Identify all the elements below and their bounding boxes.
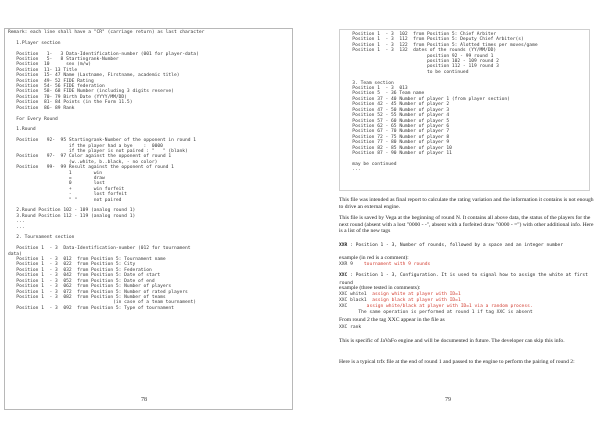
paragraph-trfx-example: Here is a typical trfx file at the end of round 1 and passed to the engine to perform the pairing of round 2: — [339, 359, 575, 365]
xxc-description: : Position 1 - 3, Configuration. It is used to signal how to assign the white at first round — [339, 273, 588, 286]
left-code-line: = draw — [8, 175, 105, 181]
left-code-line: data) — [8, 251, 22, 257]
xxr-tag-line — [339, 242, 563, 250]
left-code-line: Position 10 sex (m/w) — [8, 62, 91, 68]
left-code-line: - lost forfeit — [8, 192, 127, 198]
left-code-line: 3.Round Position 112 - 119 (analog round 1) — [8, 213, 136, 219]
xxc-example-2-comment: assign black at player with ID=1 — [366, 298, 461, 303]
xxc-example-3-comment: assign white/black at player with ID=1 via a random process. — [347, 304, 533, 309]
right-code-line: Position 1 - 3 122 from Position 5: Alotted times per moves/game — [344, 42, 538, 48]
right-code-line: 3. Team section — [344, 80, 394, 86]
right-code-line: Position 42 - 45 Number of player 2 — [344, 102, 450, 108]
right-code-line: Position 67 - 70 Number of player 7 — [344, 129, 450, 135]
left-code-line: Position 99- 99 Result against the opponent of round 1 — [8, 165, 174, 171]
left-code-line: 0 lost — [8, 181, 105, 187]
left-code-line: Position 1- 3 Data-Identification-number (001 for player-data) — [8, 51, 199, 57]
xxr-example-line — [339, 262, 430, 267]
xxr-example-comment: tournament with 9 rounds — [352, 262, 431, 267]
right-code-line: position 112 - 119 round 3 — [344, 64, 499, 70]
left-code-line: Position 1 - 3 042 from Position 5: Date of start — [8, 273, 161, 279]
paragraph-vega-save: This file is saved by Vega at the beginning of round N. It contains all above data, the status of the players for the next round (absent with a lost "0000 - -", absent with a forfeited draw "0000 - =") with other additional info. Here is a list of the new tags — [339, 215, 594, 235]
xxc-example-1 — [339, 292, 461, 297]
left-code-line: Position 86- 89 Rank — [8, 105, 75, 111]
right-code-line: Position 1 - 3 013 — [344, 86, 408, 92]
left-code-line: Position 1 - 3 Data-Identification-number (012 for tournament — [8, 246, 191, 252]
xxc-example-3 — [339, 304, 533, 309]
left-code-line: " " not paired — [8, 197, 122, 203]
right-code-line: to be continued — [344, 69, 469, 75]
left-code-line: Position 58- 68 FIDE Number (including 3 digits reserve) — [8, 89, 174, 95]
right-code-line: Position 82 - 85 Number of player 10 — [344, 145, 452, 151]
left-code-line: Position 1 - 3 022 from Position 5: City — [8, 262, 136, 268]
xxc-example-3-code: XXC — [339, 304, 348, 309]
left-code-line: (in case of a team tournament) — [8, 300, 197, 306]
round2-note: From round 2 the tag XXC appear in the file as — [339, 317, 445, 323]
left-code-line: if the player had a bye : 0000 — [8, 143, 163, 149]
left-code-line: 1.Player section — [8, 40, 61, 46]
left-code-line: 1 win — [8, 170, 103, 176]
left-code-line: Position 49- 52 FIDE Rating — [8, 78, 94, 84]
right-code-line: position 92 - 99 round 1 — [344, 53, 494, 59]
xxr-example-code: XXR 9 — [339, 262, 353, 267]
example-label-2: example (three tested in comments): — [339, 285, 421, 291]
left-code-line: 1.Round — [8, 127, 36, 133]
right-code-line: Position 1 - 3 112 from Position 5: Deputy Chief Arbiter(s) — [344, 37, 524, 43]
xxc-example-2 — [339, 298, 461, 303]
xxc-tag: XXC — [339, 273, 348, 278]
left-code-line: Position 1 - 3 052 from Position 5: Date of end — [8, 278, 155, 284]
left-code-line: 2. Tournament section — [8, 235, 75, 241]
left-code-line: Position 54- 56 FIDE federation — [8, 84, 105, 90]
left-code-line: Position 11- 13 Title — [8, 67, 78, 73]
right-page-number: 79 — [445, 397, 451, 403]
tournament-team-code-block — [339, 29, 590, 191]
right-code-line: ... — [344, 167, 361, 173]
xxc-example-1-code: XXC white1 — [339, 292, 367, 297]
left-code-line: Position 97- 97 Color against the opponent of round 1 — [8, 154, 172, 160]
right-code-line: position 102 - 109 round 2 — [344, 59, 499, 65]
xxr-description: : Position 1 - 3, Number of rounds, followed by a space and an integer number — [347, 243, 564, 248]
left-code-line: Position 81- 84 Points (in the Form 11.5) — [8, 100, 133, 106]
right-code-text — [340, 30, 589, 173]
right-code-line: Position 5 - 36 Team name — [344, 91, 425, 97]
xxr-tag: XXR — [339, 243, 348, 248]
right-code-line: Position 1 - 3 102 from Position 5: Chief Arbiter — [344, 32, 497, 37]
right-page — [304, 0, 600, 424]
trf-format-code-block — [4, 28, 293, 410]
left-code-line: Position 1 - 3 072 from Position 5: Number of rated players — [8, 289, 188, 295]
left-code-line: Position 70- 79 Birth Date (YYYY/MM/DD) — [8, 94, 127, 100]
left-code-line: ... — [8, 219, 25, 225]
paragraph-final-report: This file was intended as final report to calculate the rating variation and the information it contains is not enough to drive an external engine. — [339, 197, 594, 210]
left-code-line: For Every Round — [8, 116, 58, 122]
right-code-line: Position 77 - 80 Number of player 9 — [344, 140, 450, 146]
right-code-line: Position 37 - 40 Number of player 1 (from player section) — [344, 96, 510, 102]
right-code-line: Position 52 - 55 Number of player 4 — [344, 113, 450, 119]
left-code-line: ... — [8, 224, 25, 230]
left-code-line: Remark: each line shall have a "CR" (carriage return) as last character — [8, 30, 205, 35]
left-code-line: + win forfeit — [8, 186, 125, 192]
xxc-example-3-comment-2: The same operation is performed at round 1 if tag XXC is absent — [339, 310, 533, 315]
right-code-line: Position 72 - 75 Number of player 8 — [344, 134, 450, 140]
left-code-line: Position 1 - 3 032 from Position 5: Federation — [8, 267, 152, 273]
round2-code: XXC rank — [339, 325, 362, 330]
left-code-line: Position 1 - 3 082 from Position 5: Number of teams — [8, 294, 166, 300]
right-code-line: may be continued — [344, 161, 397, 167]
paragraph-javafo: This is specific of JaVaFo engine and will be documented in future. The developer can skip this info. — [339, 338, 565, 344]
left-code-line: Position 1 - 3 092 from Position 5: Type of tournament — [8, 305, 174, 311]
left-page-number: 78 — [141, 397, 147, 403]
right-code-line: Position 57 - 60 Number of player 5 — [344, 118, 450, 124]
left-code-line: Position 1 - 3 012 from Position 5: Tournament name — [8, 257, 166, 263]
example-label: example (in red is a comment): — [339, 255, 409, 261]
left-code-line: 2.Round Position 102 - 109 (analog round 1) — [8, 208, 136, 214]
left-code-line: (w..white, b..black, - no color) — [8, 159, 158, 165]
left-code-line: Position 15- 47 Name (Lastname, Firstname, academic title) — [8, 73, 180, 79]
left-code-line: Position 1 - 3 062 from Position 5: Number of players — [8, 284, 172, 290]
right-code-line: Position 87 - 90 Number of player 11 — [344, 150, 452, 156]
right-code-line: Position 1 - 3 132 dates of the rounds (YY/MM/DD) — [344, 48, 497, 54]
left-code-line: Position 92- 95 Startingrank-Number of the opponent in round 1 — [8, 138, 197, 144]
left-code-line: if the player is not paired : " " (blank) — [8, 148, 188, 154]
left-code-line: Position 5- 8 Startingrank-Number — [8, 57, 119, 63]
right-code-line: Position 47 - 50 Number of player 3 — [344, 107, 450, 113]
right-code-line: Position 62 - 65 Number of player 6 — [344, 123, 450, 129]
xxc-example-1-comment: assign white at player with ID=1 — [366, 292, 461, 297]
xxc-example-2-code: XXC black1 — [339, 298, 367, 303]
left-code-text — [5, 29, 292, 311]
left-page — [0, 0, 296, 424]
